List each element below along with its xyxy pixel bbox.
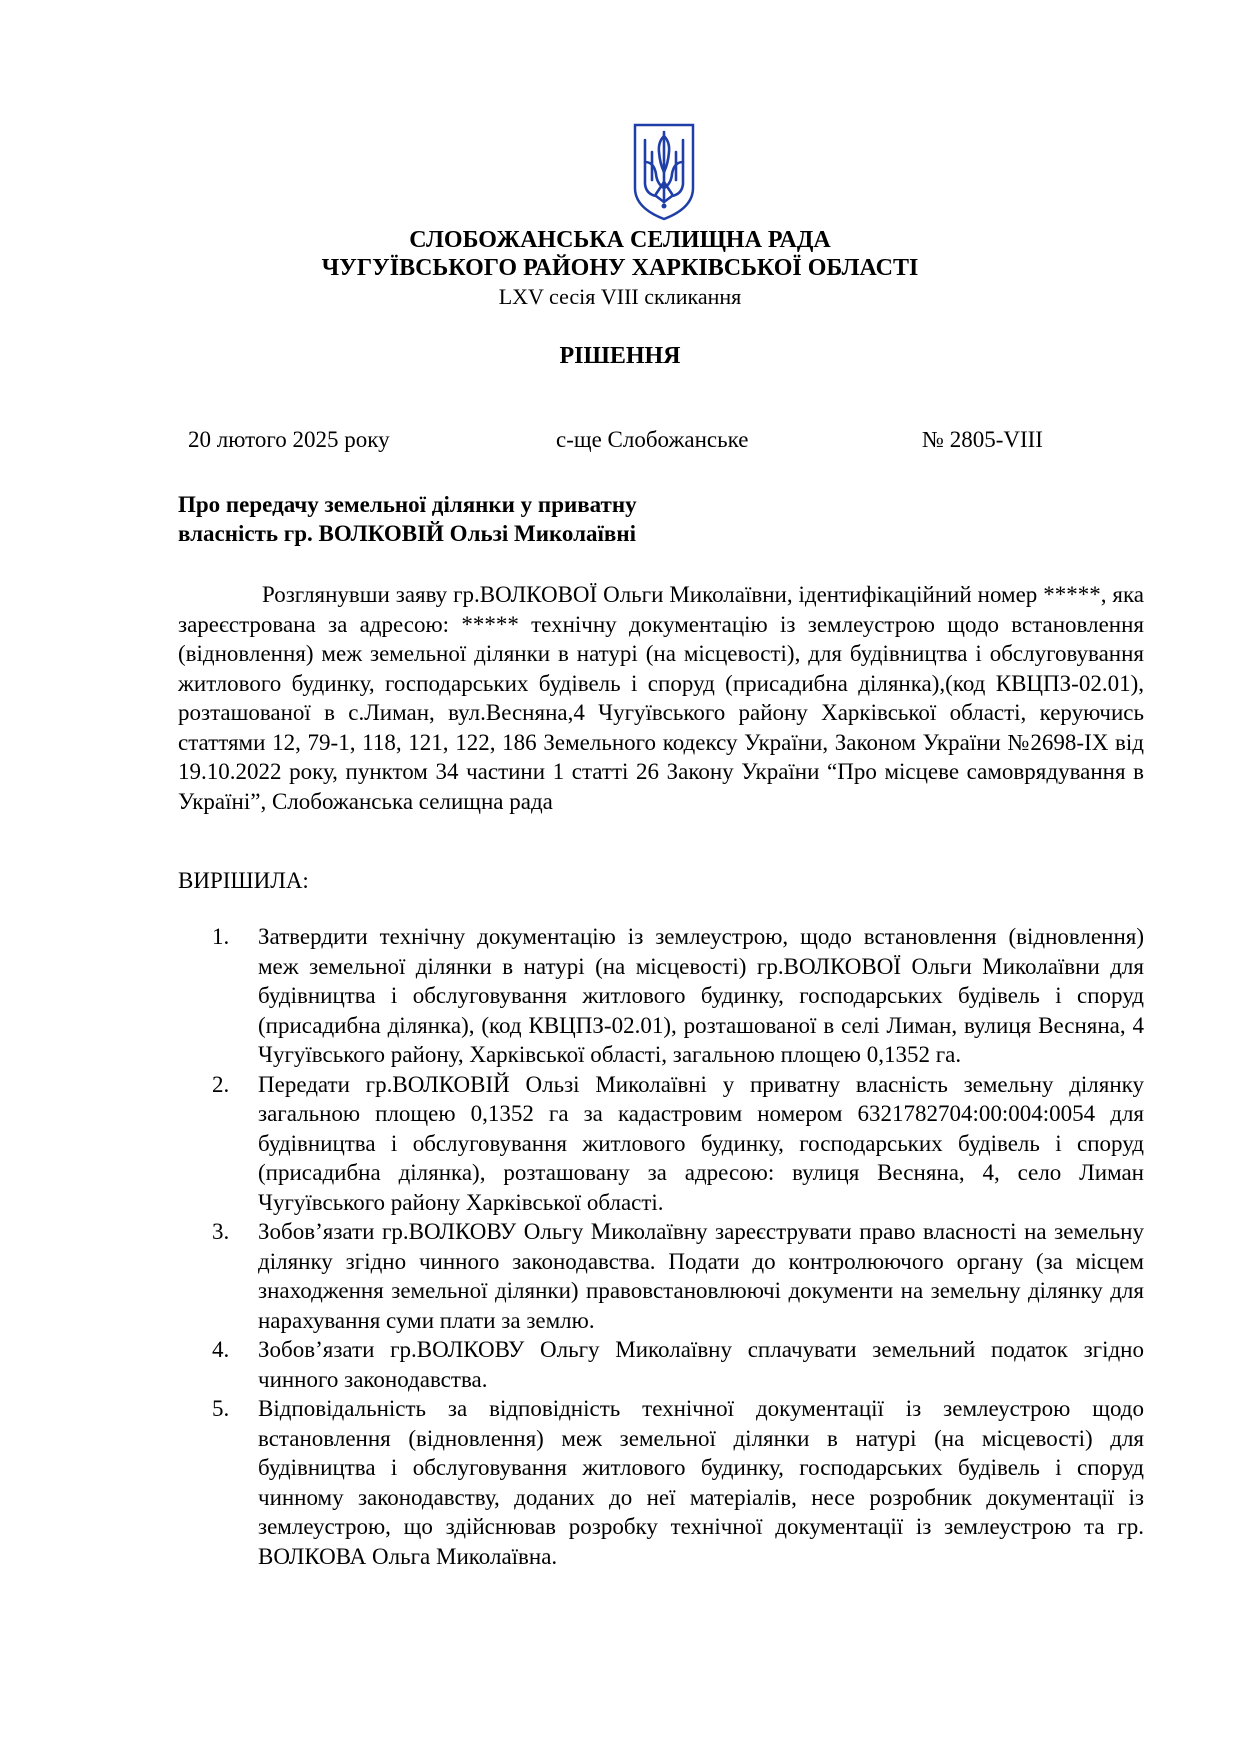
decision-item [178,1394,1144,1571]
session-label: LXV сесія VIII скликання [498,284,742,309]
resolved-label: ВИРІШИЛА: [178,868,309,893]
decision-list [178,922,1144,1571]
decision-item-text: Відповідальність за відповідність технічної документації із землеустрою щодо встановлення (відновлення) меж земельної ділянки в натурі (на місцевості) для будівництва і обслуговування житлового будинку, господарських будівель і споруд чинному законодавству, доданих до неї матеріалів, несе розробник документації із землеустрою, що здійснював розробку технічної документації із землеустрою та гр. ВОЛКОВА Ольга Миколаївна. [258,1396,1144,1569]
document-type-title: РІШЕННЯ [559,343,681,369]
decision-item-number: 5. [212,1396,230,1421]
decision-item-number: 3. [212,1219,230,1244]
decision-item [178,1217,1144,1335]
decision-item-number: 4. [212,1337,230,1362]
decision-item [178,922,1144,1070]
decision-number: № 2805-VIII [922,427,1043,452]
decision-item-text: Зобов’язати гр.ВОЛКОВУ Ольгу Миколаївну сплачувати земельний податок згідно чинного законодавства. [258,1337,1144,1392]
decision-place: с-ще Слобожанське [556,427,749,452]
decision-item-text: Зобов’язати гр.ВОЛКОВУ Ольгу Миколаївну зареєструвати право власності на земельну ділянку згідно чинного законодавства. Подати до контролюючого органу (за місцем знаходження земельної ділянки) правовстановлюючі документи на земельну ділянку для нарахування суми плати за землю. [258,1219,1144,1333]
decision-item-number: 2. [212,1071,230,1097]
decision-item [178,1335,1144,1394]
subject-line: власність гр. ВОЛКОВІЙ Ользі Миколаївні [178,521,636,546]
decision-item-text: Затвердити технічну документацію із землеустрою, щодо встановлення (відновлення) меж земельної ділянки в натурі (на місцевості) гр.ВОЛКОВОЇ Ольги Миколаївни для будівництва і обслуговування житлового будинку, господарських будівель і споруд (присадибна ділянка), (код КВЦПЗ-02.01), розташованої в селі Лиман, вулиця Весняна, 4 Чугуївського району, Харківської області, загальною площею 0,1352 га. [258,924,1144,1067]
decision-item-number: 1. [212,924,230,949]
ukraine-coat-of-arms-icon [632,122,696,222]
decision-item [178,1070,1144,1218]
decision-date: 20 лютого 2025 року [188,427,390,452]
subject-line: Про передачу земельної ділянки у приватну [178,492,637,517]
council-name: СЛОБОЖАНСЬКА СЕЛИЩНА РАДА [409,227,831,253]
council-district: ЧУГУЇВСЬКОГО РАЙОНУ ХАРКІВСЬКОЇ ОБЛАСТІ [321,255,919,281]
decision-item-text: Передати гр.ВОЛКОВІЙ Ользі Миколаївні у приватну власність земельну ділянку загальною площею 0,1352 га за кадастровим номером 6321782704:00:004:0054 для будівництва і обслуговування житлового будинку, господарських будівель і споруд (присадибна ділянка), розташовану за адресою: вулиця Весняна, 4, село Лиман Чугуївського району Харківської області. [258,1071,1144,1215]
preamble-paragraph: Розглянувши заяву гр.ВОЛКОВОЇ Ольги Миколаївни, ідентифікаційний номер *****, яка зареєстрована за адресою: ***** технічну документацію із землеустрою щодо встановлення (відновлення) меж земельної ділянки в натурі (на місцевості), для будівництва і обслуговування житлового будинку, господарських будівель і споруд (присадибна ділянка),(код КВЦПЗ-02.01), розташованої в с.Лиман, вул.Весняна,4 Чугуївського району Харківської області, керуючись статтями 12, 79-1, 118, 121, 122, 186 Земельного кодексу України, Законом України №2698-ІХ від 19.10.2022 року, пунктом 34 частини 1 статті 26 Закону України “Про місцеве самоврядування в Україні”, Слобожанська селищна рада [178,582,1144,814]
decision-subject [178,490,637,548]
